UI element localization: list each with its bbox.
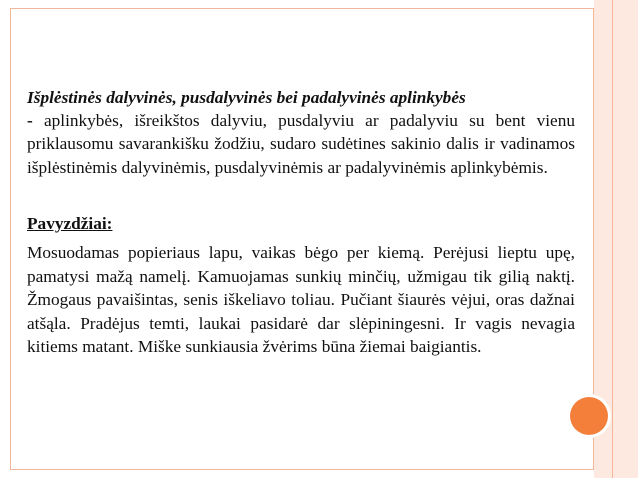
examples-heading: Pavyzdžiai: <box>27 213 113 233</box>
slide-content <box>27 86 575 359</box>
definition-paragraph <box>27 86 575 179</box>
definition-text: aplinkybės, išreikštos dalyviu, pusdalyviu ar padalyviu su bent vienu priklausomu savarankišku žodžiu, sudaro sudėtines sakinio dalis ir vadinamos išplėstinėmis dalyvinėmis, pusdalyvinėmis ar padalyvinėmis aplinkybėmis. <box>27 111 576 177</box>
examples-paragraph: Mosuodamas popieriaus lapu, vaikas bėgo per kiemą. Perėjusi lieptu upę, pamatysi mažą namelį. Kamuojamas sunkių minčių, užmigau tik gilią naktį. Žmogaus pavaišintas, senis iškeliavo toliau. Pučiant šiaurės vėjui, oras dažnai atšąla. Pradėjus temti, laukai pasidarė dar slėpiningesni. Ir vagis nevagia kitiems matant. Miške sunkiausia žvėrims būna žiemai baigiantis. <box>27 243 575 357</box>
decorative-strip-line <box>612 0 613 478</box>
decorative-accent-circle <box>570 397 608 435</box>
definition-dash: - <box>27 111 44 131</box>
definition-term: Išplėstinės dalyvinės, pusdalyvinės bei padalyvinės aplinkybės <box>27 88 466 107</box>
